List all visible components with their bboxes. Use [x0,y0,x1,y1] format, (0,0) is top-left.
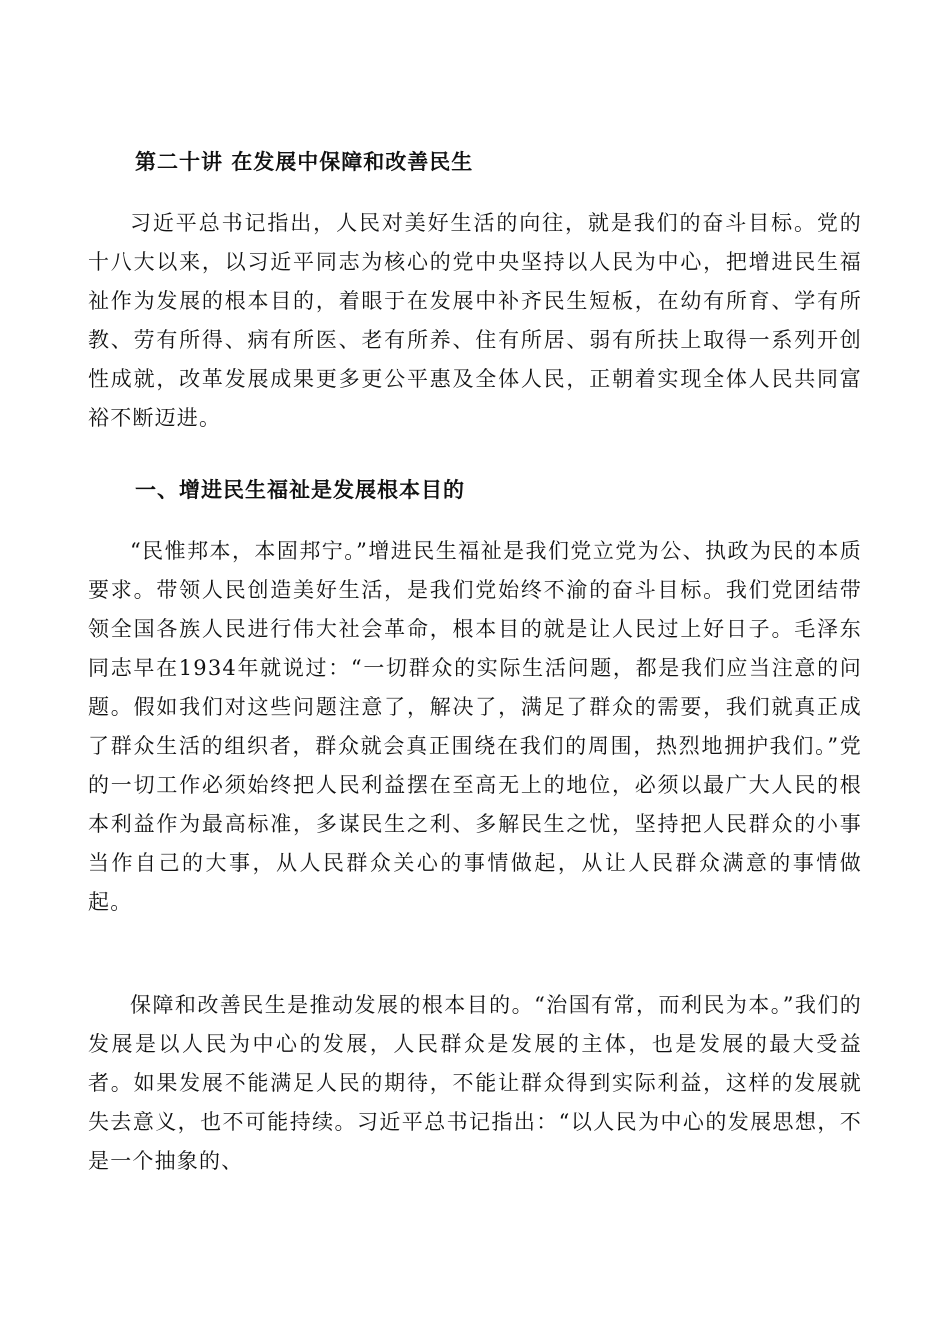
body-paragraph: 保障和改善民生是推动发展的根本目的。“治国有常，而利民为本。”我们的发展是以人民为中心的发展，人民群众是发展的主体，也是发展的最大受益者。如果发展不能满足人民的期待，不能让群众得到实际利益，这样的发展就失去意义，也不可能持续。习近平总书记指出：“以人民为中心的发展思想，不是一个抽象的、 [88,993,862,1173]
intro-paragraph: 习近平总书记指出，人民对美好生活的向往，就是我们的奋斗目标。党的十八大以来，以习近平同志为核心的党中央坚持以人民为中心，把增进民生福祉作为发展的根本目的，着眼于在发展中补齐民生短板，在幼有所育、学有所教、劳有所得、病有所医、老有所养、住有所居、弱有所扶上取得一系列开创性成就，改革发展成果更多更公平惠及全体人民，正朝着实现全体人民共同富裕不断迈进。 [88,211,862,430]
section-heading: 一、增进民生福祉是发展根本目的 [135,478,465,502]
body-paragraph: “民惟邦本，本固邦宁。”增进民生福祉是我们党立党为公、执政为民的本质要求。带领人民创造美好生活，是我们党始终不渝的奋斗目标。我们党团结带领全国各族人民进行伟大社会革命，根本目的就是让人民过上好日子。毛泽东同志早在1934年就说过：“一切群众的实际生活问题，都是我们应当注意的问题。假如我们对这些问题注意了，解决了，满足了群众的需要，我们就真正成了群众生活的组织者，群众就会真正围绕在我们的周围，热烈地拥护我们。”党的一切工作必须始终把人民利益摆在至高无上的地位，必须以最广大人民的根本利益作为最高标准，多谋民生之利、多解民生之忧，坚持把人民群众的小事当作自己的大事，从人民群众关心的事情做起，从让人民群众满意的事情做起。 [88,539,862,914]
lecture-title: 第二十讲 在发展中保障和改善民生 [135,150,474,174]
